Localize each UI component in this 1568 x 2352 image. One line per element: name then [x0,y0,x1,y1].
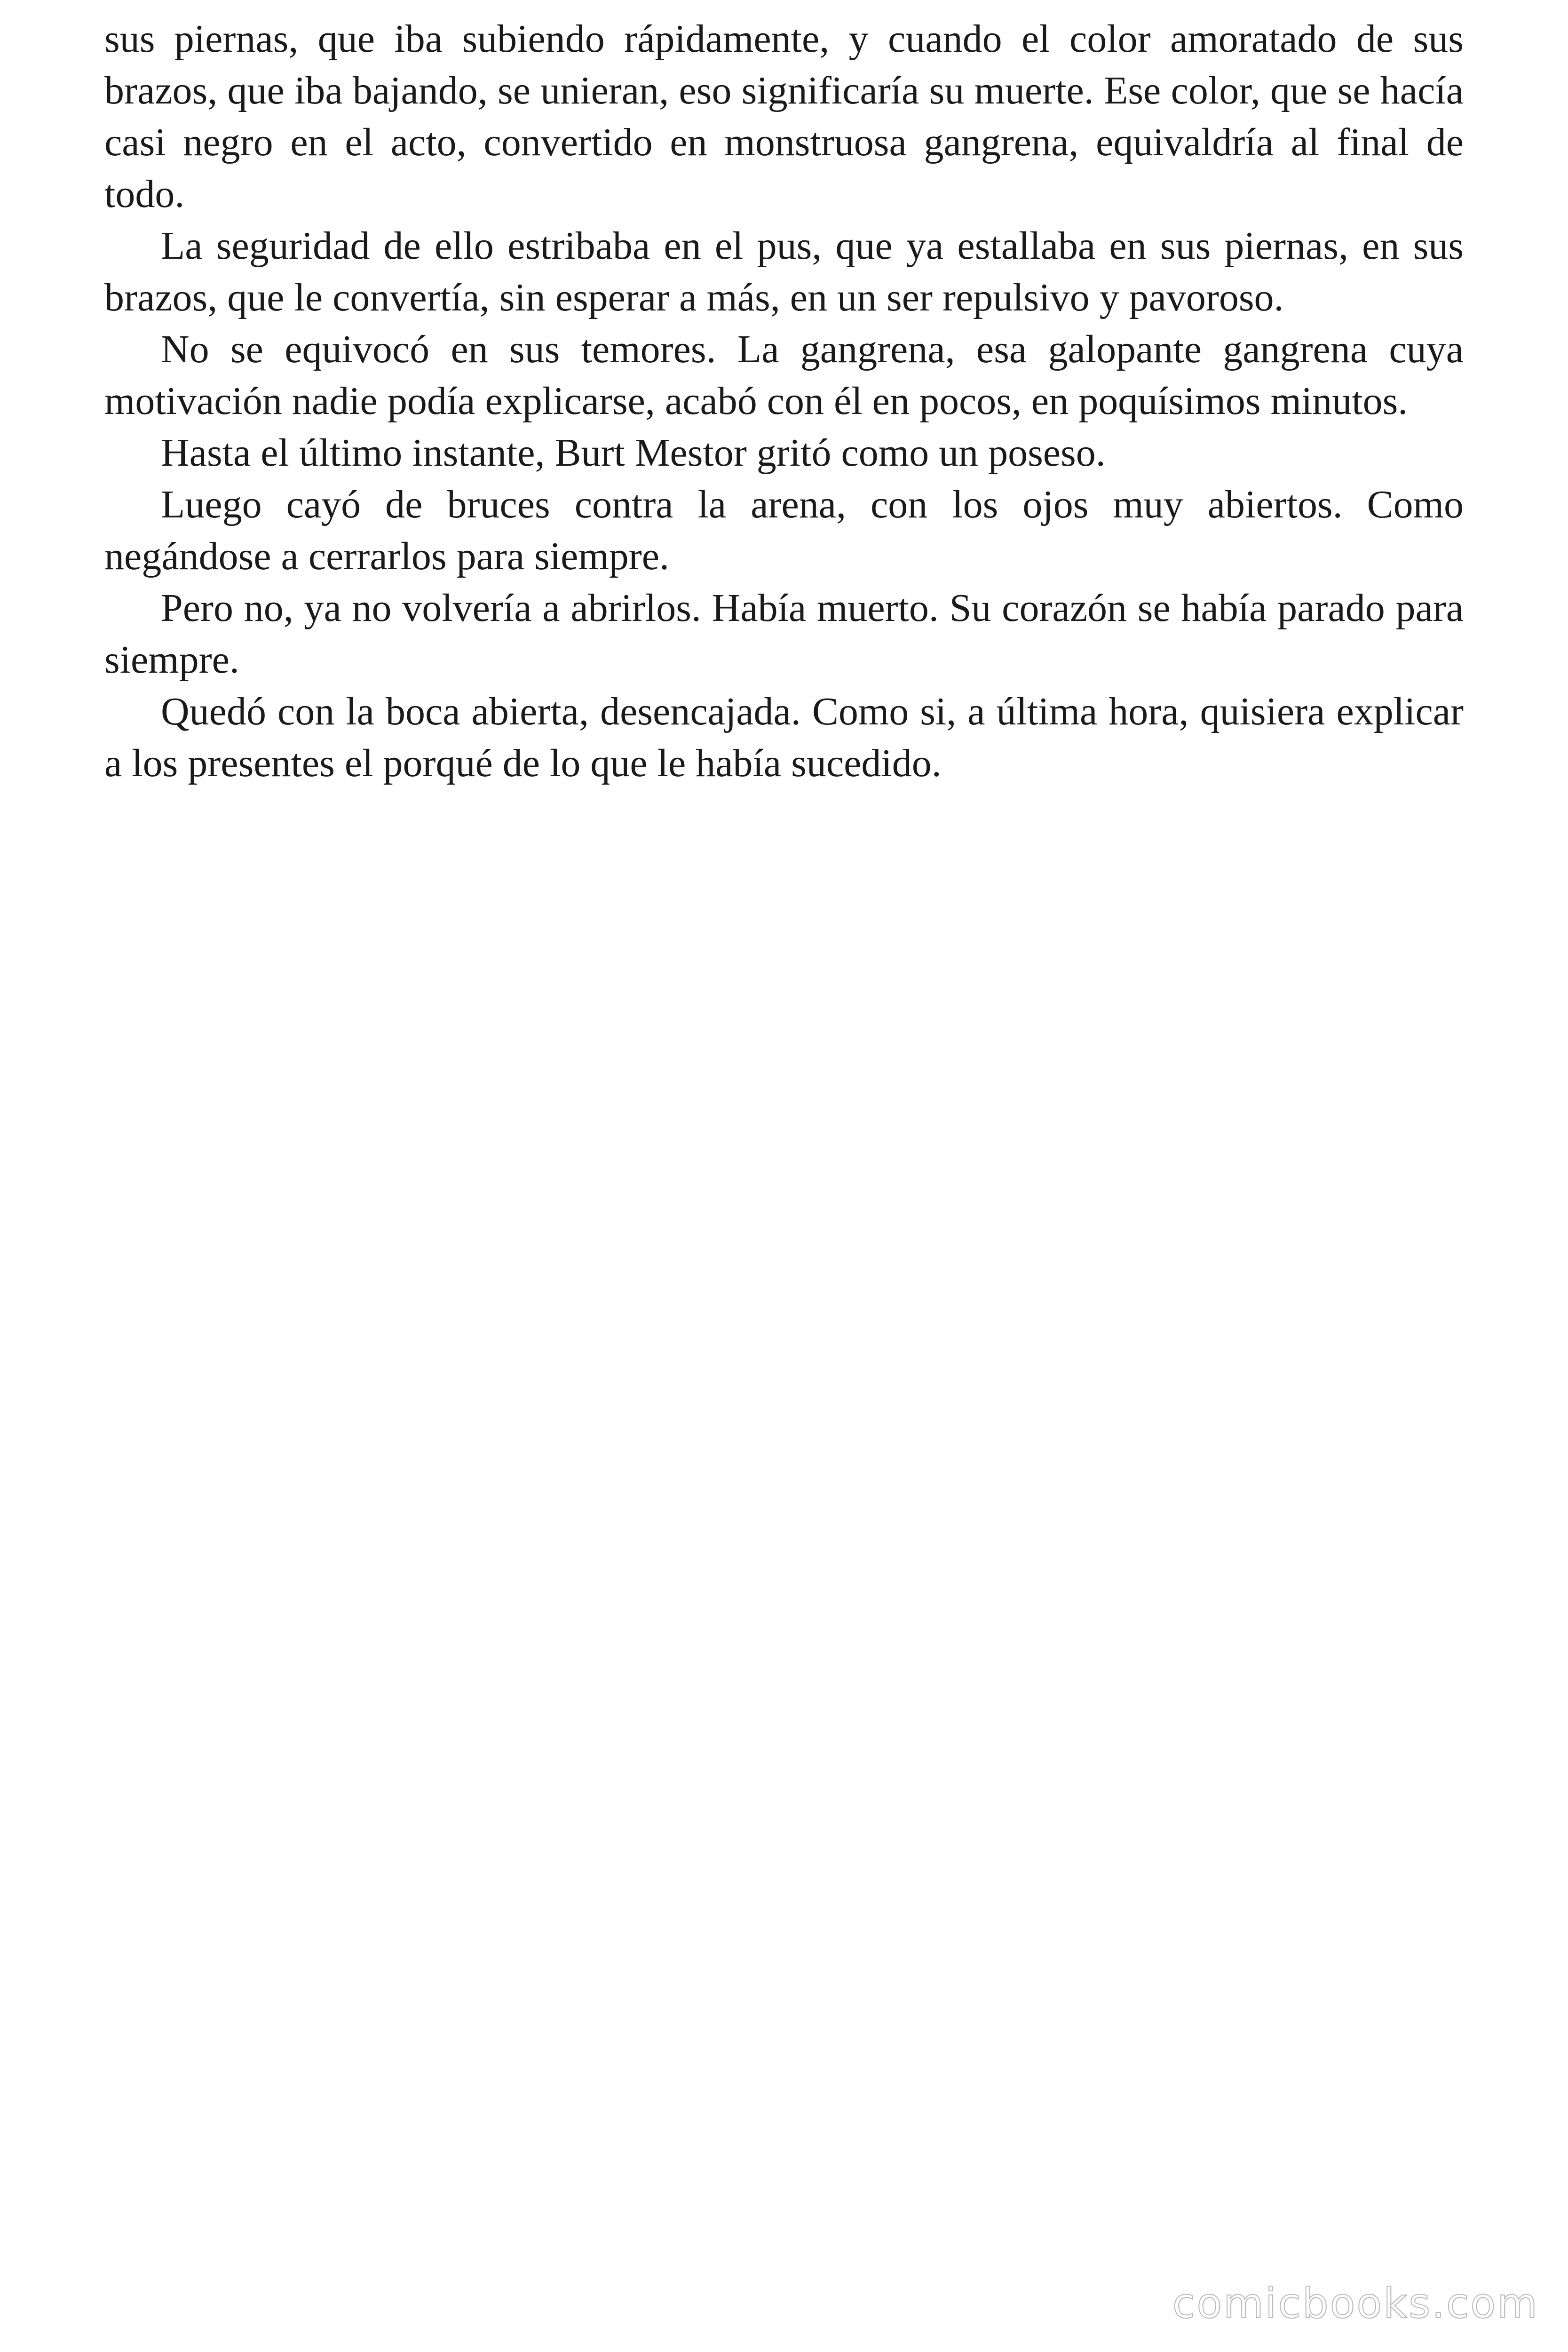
paragraph-6: Pero no, ya no volvería a abrirlos. Había muerto. Su corazón se había parado para siempre. [104,586,1464,682]
paragraph-3: No se equivocó en sus temores. La gangrena, esa galopante gangrena cuya motivación nadie podía explicarse, acabó con él en pocos, en poquísimos minutos. [104,327,1464,423]
paragraph-5: Luego cayó de bruces contra la arena, con los ojos muy abiertos. Como negándose a cerrarlos para siempre. [104,483,1464,578]
paragraph-2: La seguridad de ello estribaba en el pus, que ya estallaba en sus piernas, en sus brazos, que le convertía, sin esperar a más, en un ser repulsivo y pavoroso. [104,224,1464,319]
paragraph-1: sus piernas, que iba subiendo rápidamente, y cuando el color amoratado de sus brazos, que iba bajando, se unieran, eso significaría su muerte. Ese color, que se hacía casi negro en el acto, convertido en monstruosa gangrena, equivaldría al final de todo. [104,17,1464,216]
watermark: comicbooks.com [1172,2279,1539,2328]
paragraph-7: Quedó con la boca abierta, desencajada. Como si, a última hora, quisiera explicar a los presentes el porqué de lo que le había sucedido. [104,690,1464,785]
body-text [104,13,1464,789]
paragraph-4: Hasta el último instante, Burt Mestor gritó como un poseso. [161,431,1106,475]
